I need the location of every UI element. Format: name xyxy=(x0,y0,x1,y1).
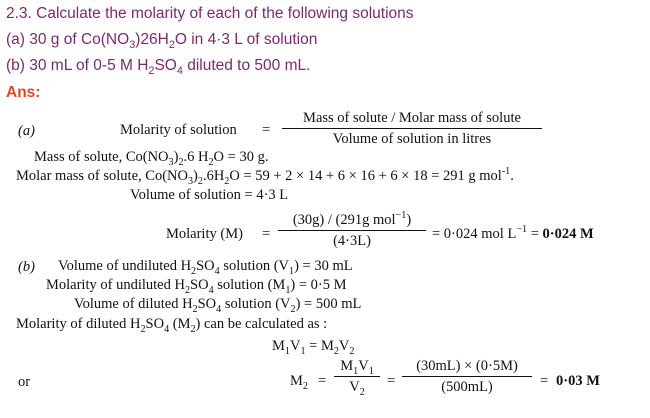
equals-sign: = xyxy=(262,226,271,242)
answer-label: Ans: xyxy=(6,84,41,101)
molarity-undiluted-line: Molarity of undiluted $H_2SO_4$ solution $(M_1) = 0\cdot 5$ M xyxy=(46,277,347,296)
equals-sign: = xyxy=(262,122,271,138)
molar-mass-line: Molar mass of solute, $Co(NO_3)_2.6H_2O = 59 + 2 \times 14 + 6 \times 16 + 6 \times 18 = 291$ g mol$^{-1}$. xyxy=(16,166,514,187)
molarity-definition-lhs: Molarity of solution xyxy=(120,122,237,138)
m2-lhs: $M_2$ xyxy=(290,373,308,392)
fraction-denominator: (4·3L) xyxy=(333,233,371,249)
fraction-numerator: Mass of solute / Molar mass of solute xyxy=(303,110,521,126)
fraction-numerator: $M_1V_1$ xyxy=(340,358,374,377)
fraction-bar xyxy=(402,376,532,377)
molarity-diluted-intro: Molarity of diluted $H_2SO_4$ $(M_2)$ can be calculated as : xyxy=(16,316,328,335)
fraction-denominator: Volume of solution in litres xyxy=(332,131,492,147)
equals-sign: = xyxy=(318,373,327,389)
fraction-bar xyxy=(282,128,542,129)
question-title: 2.3. Calculate the molarity of each of the following solutions xyxy=(6,5,414,22)
final-answer-a: 0·024 M xyxy=(542,226,594,242)
fraction-numerator: (30g) / (291g mol$^{-1}$) xyxy=(292,210,412,228)
question-part-b: (b) 30 mL of 0-5 M $H_2SO_4$ diluted to 500 mL. xyxy=(6,57,311,78)
part-b-label: (b) xyxy=(18,259,35,275)
molarity-calc-result: = 0·024 mol $L^{-1} = 0\cdot 024$ M xyxy=(432,224,594,242)
volume-diluted-line: Volume of diluted $H_2SO_4$ solution $(V_2) = 500$ mL xyxy=(74,296,362,315)
fraction-denominator: $V_2$ xyxy=(349,379,365,398)
molarity-definition-fraction xyxy=(282,110,542,148)
equals-sign: = xyxy=(387,373,396,389)
volume-undiluted-line: Volume of undiluted $H_2SO_4$ solution $(V_1) = 30$ mL xyxy=(58,258,353,277)
equals-sign: = xyxy=(540,373,549,389)
mass-of-solute-line: Mass of solute, $Co(NO_3)_2.6$ $H_2O = 30$ g. xyxy=(34,149,269,168)
volume-of-solution-line: Volume of solution = 4·3 L xyxy=(130,187,289,203)
dilution-equation: $M_1V_1 = M_2V_2$ xyxy=(272,338,355,357)
part-a-label: (a) xyxy=(18,123,35,139)
fraction-numerator: (30mL) × (0·5M) xyxy=(416,358,518,374)
fraction-bar xyxy=(278,230,426,231)
m1v1-over-v2-fraction xyxy=(334,358,380,396)
question-part-a: (a) 30 g of $Co(NO_3)26H_2O$ in 4·3 L of solution xyxy=(6,31,318,52)
fraction-denominator: (500mL) xyxy=(441,379,493,395)
final-answer-b: 0·03 M xyxy=(556,373,600,389)
or-label: or xyxy=(18,374,31,390)
numeric-substitution-fraction xyxy=(402,358,532,396)
molarity-calc-lhs: Molarity (M) xyxy=(166,226,243,242)
molarity-calc-fraction xyxy=(278,212,426,250)
